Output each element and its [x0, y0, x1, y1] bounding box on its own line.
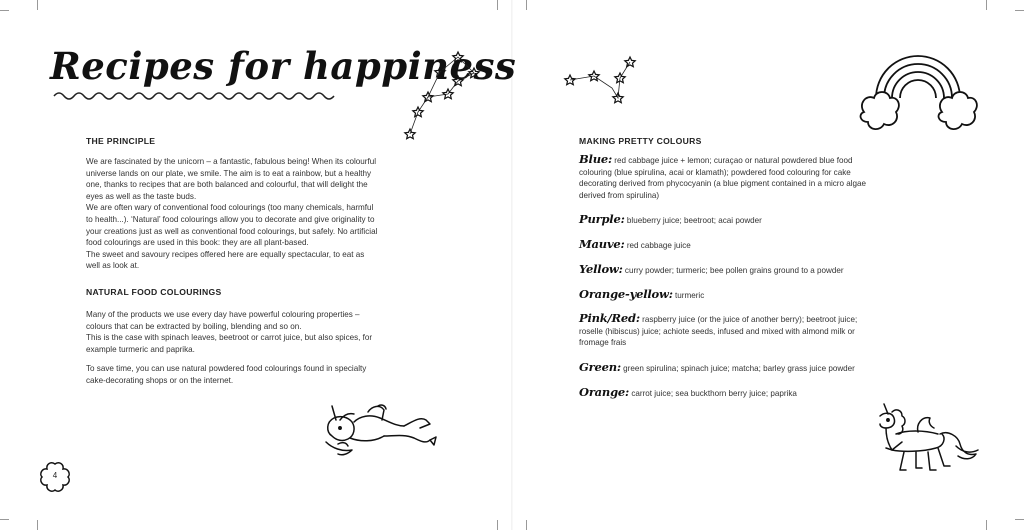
natural-colourings-body [86, 309, 384, 387]
colour-label: Blue: [579, 152, 613, 166]
crop-mark [497, 520, 498, 530]
colour-sources: turmeric [672, 291, 705, 300]
colour-item-pink-red [579, 313, 879, 349]
colour-sources: carrot juice; sea buckthorn berry juice; paprika [629, 389, 797, 398]
crop-mark [0, 10, 9, 11]
paragraph: Many of the products we use every day have powerful colouring properties – colours that can be extracted by boiling, blending and so on. [86, 310, 360, 331]
page-number-badge [38, 461, 72, 493]
page-number: 4 [52, 471, 58, 480]
colour-item-mauve [579, 239, 879, 252]
colour-sources: green spirulina; spinach juice; matcha; barley grass juice powder [620, 364, 855, 373]
colour-sources: red cabbage juice [624, 241, 691, 250]
standing-unicorn-illustration [872, 402, 982, 482]
paragraph: This is the case with spinach leaves, beetroot or carrot juice, but also spices, for example turmeric and paprika. [86, 333, 373, 354]
constellation-icon [400, 48, 480, 143]
colour-label: Mauve: [579, 237, 625, 251]
paragraph: The sweet and savoury recipes offered here are equally spectacular, to eat as well as look at. [86, 249, 365, 271]
colour-sources: blueberry juice; beetroot; acai powder [624, 216, 762, 225]
colour-item-orange [579, 387, 879, 400]
paragraph: We are fascinated by the unicorn – a fantastic, fabulous being! When its colourful universe lands on our plate, we smile. The aim is to eat a rainbow, but a healthy one, thanks to recipes that are both balanced and colourful, that will delight the eyes as well as the taste buds. [86, 157, 377, 201]
colour-sources: raspberry juice (or the juice of another berry); beetroot juice; roselle (hibiscus) juice; achiote seeds, infused and mixed with almond milk or fromage frais [579, 315, 858, 348]
colour-label: Green: [579, 360, 621, 374]
paragraph: To save time, you can use natural powdered food colourings found in specialty cake-decorating shops or on the internet. [86, 364, 367, 385]
wavy-underline-icon [54, 90, 334, 102]
crop-mark [37, 0, 38, 10]
colour-label: Orange: [579, 385, 630, 399]
colour-item-green [579, 362, 879, 375]
crop-mark [37, 520, 38, 530]
section-heading-natural-colourings: NATURAL FOOD COLOURINGS [86, 287, 222, 297]
crop-mark [1015, 10, 1024, 11]
colour-label: Pink/Red: [579, 311, 640, 325]
colour-item-yellow [579, 264, 879, 277]
crop-mark [526, 520, 527, 530]
lying-unicorn-illustration [318, 398, 448, 458]
colour-item-blue [579, 154, 879, 201]
colour-label: Orange-yellow: [579, 287, 673, 301]
principle-body [86, 156, 378, 272]
colour-sources: red cabbage juice + lemon; curaçao or natural powdered blue food colouring (blue spirulina, acai or klamath); powdered food colouring for cake decorating derived from phycocyanin (a blue pigment contained in a micro algae derived from spirulina) [579, 156, 867, 200]
crop-mark [1015, 519, 1024, 520]
crop-mark [497, 0, 498, 10]
crop-mark [0, 519, 9, 520]
crop-mark [986, 520, 987, 530]
paragraph: We are often wary of conventional food colourings (too many chemicals, harmful to health...). ‘Natural’ food colourings allow you to decorate and give originality to your creations just as well as conventional food colourings, but safely. No artificial food colourings are used in this book: they are all plant-based. [86, 203, 378, 248]
colour-item-purple [579, 214, 879, 227]
colour-label: Yellow: [579, 262, 623, 276]
colour-item-orange-yellow [579, 289, 879, 302]
colour-sources: curry powder; turmeric; bee pollen grains ground to a powder [622, 266, 844, 275]
rainbow-icon [858, 42, 978, 134]
crop-mark [986, 0, 987, 10]
constellation-icon [562, 56, 636, 104]
colour-label: Purple: [579, 212, 625, 226]
page-title: Recipes for happiness [50, 44, 517, 88]
section-heading-principle: THE PRINCIPLE [86, 136, 156, 146]
crop-mark [526, 0, 527, 10]
section-heading-pretty-colours: MAKING PRETTY COLOURS [579, 136, 702, 146]
